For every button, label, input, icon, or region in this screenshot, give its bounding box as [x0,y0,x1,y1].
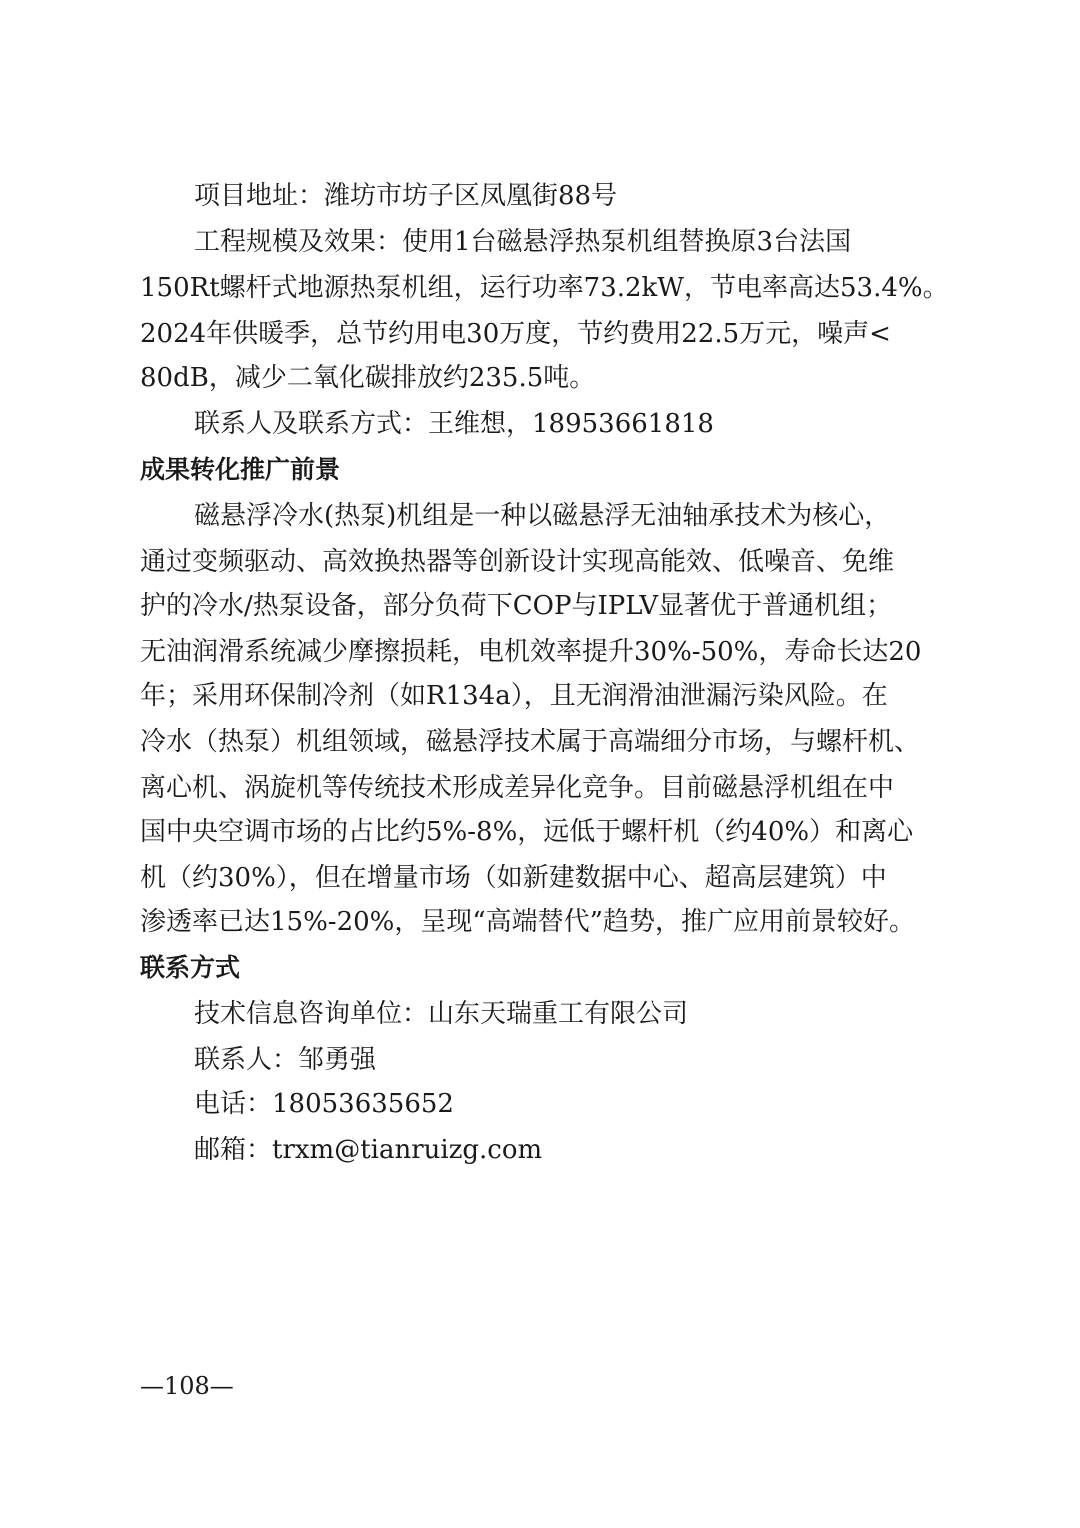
prospects-paragraph-line: 机（约30%），但在增量市场（如新建数据中心、超高层建筑）中 [140,863,887,893]
prospects-paragraph-line: 年；采用环保制冷剂（如R134a），且无润滑油泄漏污染风险。在 [140,681,888,711]
prospects-paragraph-line: 离心机、涡旋机等传统技术形成差异化竞争。目前磁悬浮机组在中 [140,773,895,803]
section-heading-prospects: 成果转化推广前景 [140,455,341,484]
project-scale-line: 150Rt螺杆式地源热泵机组，运行功率73.2kW，节电率高达53.4%。 [140,273,949,303]
project-address: 项目地址：潍坊市坊子区凤凰街88号 [194,181,618,211]
prospects-paragraph-line: 冷水（热泵）机组领域，磁悬浮技术属于高端细分市场，与螺杆机、 [140,727,921,757]
contact-unit: 技术信息咨询单位：山东天瑞重工有限公司 [194,999,689,1029]
contact-person: 联系人：邹勇强 [194,1045,377,1075]
prospects-paragraph-line: 无油润滑系统减少摩擦损耗，电机效率提升30%-50%，寿命长达20 [140,637,922,667]
prospects-paragraph-line: 国中央空调市场的占比约5%-8%，远低于螺杆机（约40%）和离心 [140,817,914,847]
project-contact: 联系人及联系方式：王维想，18953661818 [194,409,714,439]
contact-phone: 电话：18053635652 [194,1089,454,1119]
page-number: —108— [140,1372,234,1400]
prospects-paragraph-line: 磁悬浮冷水(热泵)机组是一种以磁悬浮无油轴承技术为核心， [194,501,891,531]
contact-email: 邮箱：trxm@tianruizg.com [194,1135,543,1165]
project-scale-line: 工程规模及效果：使用1台磁悬浮热泵机组替换原3台法国 [194,227,852,257]
project-scale-line: 80dB，减少二氧化碳排放约235.5吨。 [140,363,596,393]
prospects-paragraph-line: 护的冷水/热泵设备，部分负荷下COP与IPLV显著优于普通机组； [140,591,893,621]
prospects-paragraph-line: 渗透率已达15%-20%，呈现“高端替代”趋势，推广应用前景较好。 [140,907,915,937]
prospects-paragraph-line: 通过变频驱动、高效换热器等创新设计实现高能效、低噪音、免维 [140,547,895,577]
section-heading-contact: 联系方式 [140,953,241,982]
project-scale-line: 2024年供暖季，总节约用电30万度，节约费用22.5万元，噪声< [140,319,891,349]
